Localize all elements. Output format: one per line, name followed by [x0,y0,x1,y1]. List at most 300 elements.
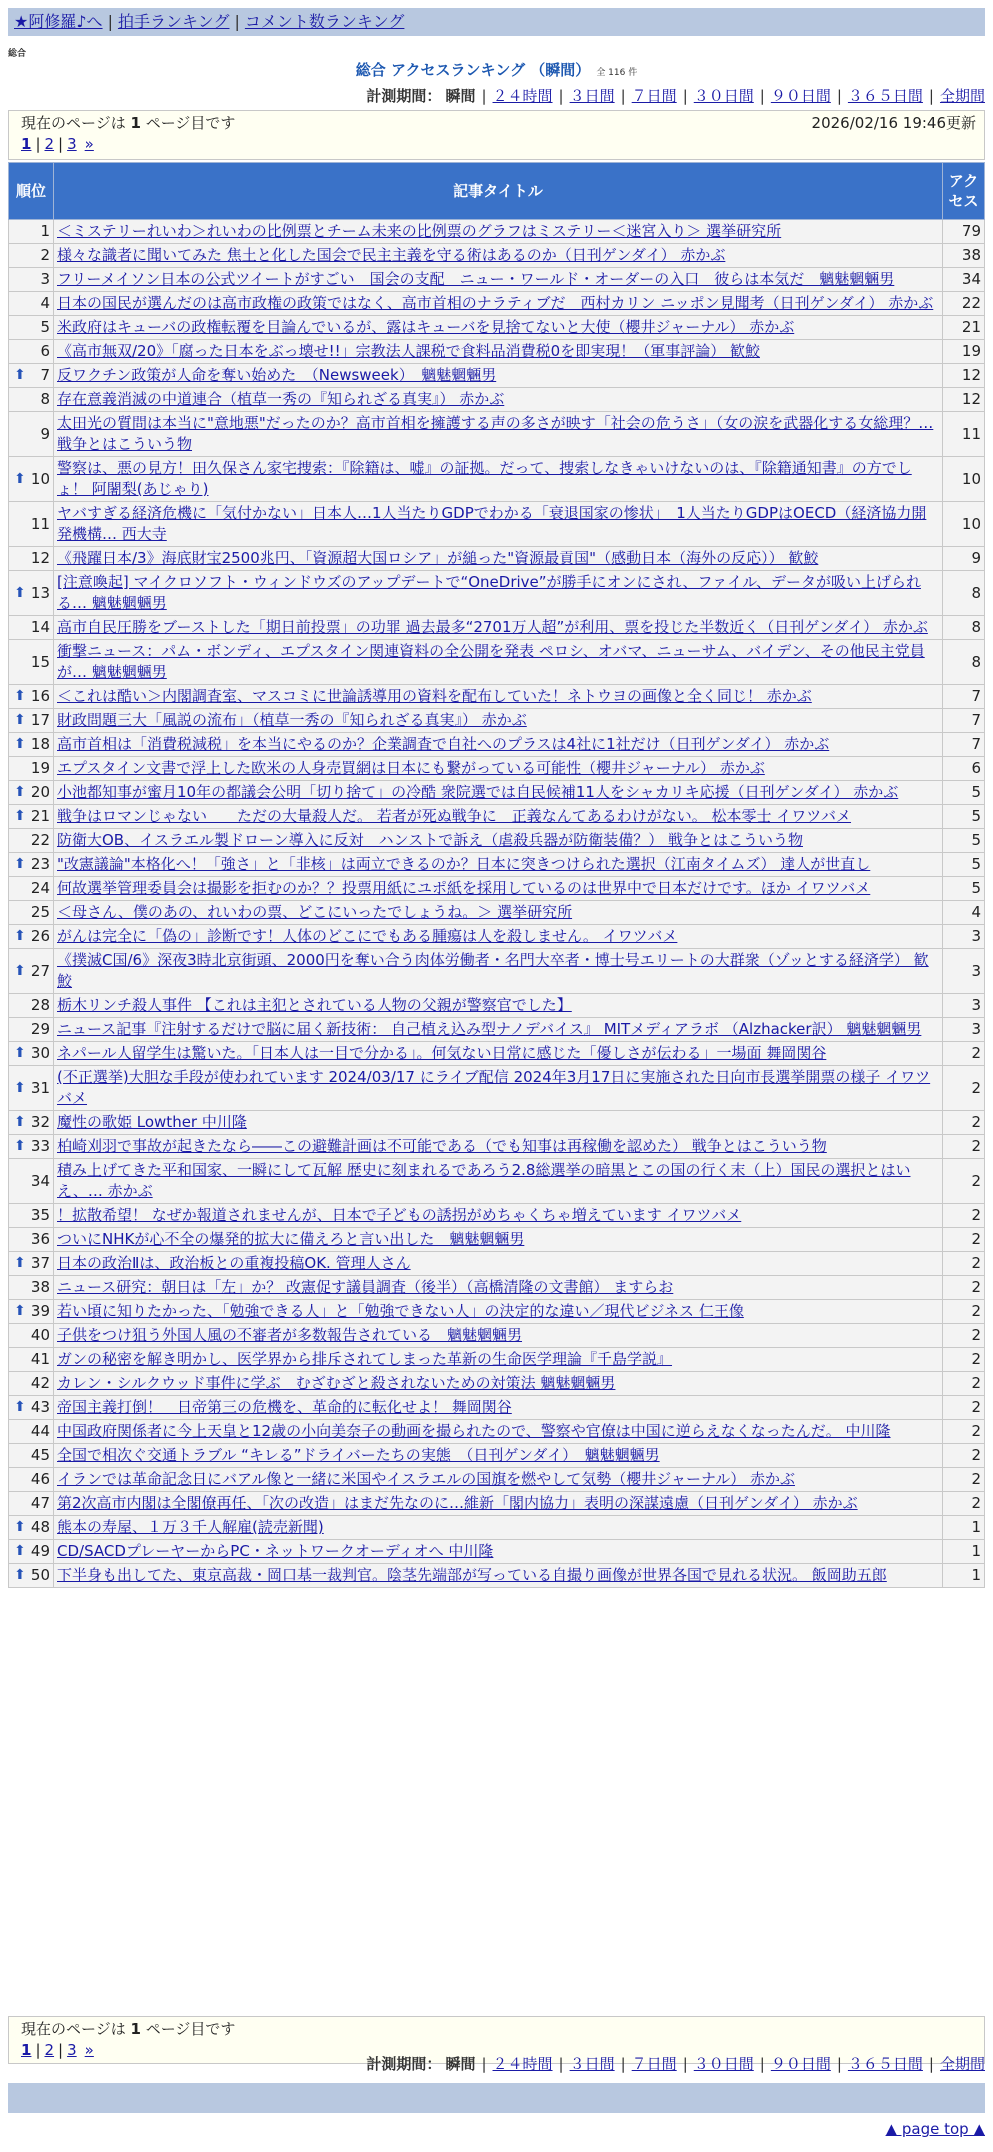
rank-cell [9,733,54,757]
access-count: 3 [943,949,985,994]
rank-number: 48 [30,1518,50,1536]
rank-up-arrow-icon: ⬆ [14,1079,26,1096]
access-count: 2 [943,1135,985,1159]
rank-number: 36 [30,1230,50,1248]
access-count: 8 [943,571,985,616]
rank-number: 23 [30,855,50,873]
pager-page-1[interactable]: 1 [21,135,32,153]
rank-cell [9,1564,54,1588]
access-count: 2 [943,1468,985,1492]
title-cell [54,1516,943,1540]
article-title-link[interactable]: "改憲議論"本格化へ！「強さ」と「非核」は両立できるのか？日本に突きつけられた選択（江南タイムズ） 達人が世直し [57,855,871,873]
table-row [9,1516,985,1540]
title-cell [54,244,943,268]
article-title-link[interactable]: 中国政府関係者に今上天皇と12歳の小向美奈子の動画を撮られたので、警察や官僚は中国に逆らえなくなったんだ。 中川隆 [57,1422,891,1440]
article-title-link[interactable]: 小池都知事が蜜月10年の都議会公明「切り捨て」の冷酷 衆院選では自民候補11人をシャカリキ応援（日刊ゲンダイ） 赤かぶ [57,783,899,801]
rank-number: 35 [30,1206,50,1224]
article-title-link[interactable]: 《撲滅C国/6》深夜3時北京街頭、2000円を奪い合う肉体労働者・名門大卒者・博士号エリートの大群衆（ゾッとする経済学） 歓鮫 [57,951,929,990]
rank-number: 42 [30,1374,50,1392]
title-cell [54,547,943,571]
header-access: アクセス [943,163,985,220]
access-count: 2 [943,1420,985,1444]
article-title-link[interactable]: [注意喚起] マイクロソフト・ウィンドウズのアップデートで“OneDrive”が勝手にオンにされ、ファイル、データが吸い上げられる… 魑魅魍魎男 [57,573,921,612]
period-label: 計測期間： [366,87,442,105]
access-count: 2 [943,1204,985,1228]
article-title-link[interactable]: 《飛躍日本/3》海底財宝2500兆円、「資源超大国ロシア」が縋った"資源最貢国"（感動日本（海外の反応）） 歓鮫 [57,549,819,567]
rank-number: 49 [30,1542,50,1560]
access-count: 10 [943,457,985,502]
nav-separator: | [107,12,113,31]
rank-up-arrow-icon: ⬆ [14,367,26,383]
rank-cell [9,1420,54,1444]
rank-cell [9,1396,54,1420]
access-count: 4 [943,901,985,925]
access-count: 5 [943,853,985,877]
period-link-3d[interactable]: ３日間 [569,87,615,105]
table-row [9,244,985,268]
rank-cell [9,781,54,805]
rank-up-arrow-icon: ⬆ [14,1138,26,1154]
table-row [9,502,985,547]
pager-page-3-bottom[interactable]: 3 [67,2041,77,2059]
rank-number: 45 [30,1446,50,1464]
table-row [9,547,985,571]
table-row [9,1372,985,1396]
table-row [9,853,985,877]
access-count: 2 [943,1300,985,1324]
title-cell [54,364,943,388]
article-title-link[interactable]: 存在意義消滅の中道連合（植草一秀の『知られざる真実』） 赤かぶ [57,390,505,408]
rank-up-arrow-icon: ⬆ [14,1114,26,1130]
rank-cell [9,502,54,547]
rank-cell [9,1348,54,1372]
title-cell [54,781,943,805]
title-cell [54,1066,943,1111]
rank-number: 5 [40,318,50,336]
article-title-link[interactable]: 高市首相は「消費税減税」を本当にやるのか？企業調査で自社へのプラスは4社に1社だけ（日刊ゲンダイ） 赤かぶ [57,735,830,753]
rank-cell [9,1372,54,1396]
rank-cell [9,1159,54,1204]
title-cell [54,925,943,949]
title-cell [54,1372,943,1396]
article-title-link[interactable]: イランでは革命記念日にバアル像と一緒に米国やイスラエルの国旗を燃やして気勢（櫻井ジャーナル） 赤かぶ [57,1470,795,1488]
article-title-link[interactable]: 帝国主義打倒！ 日帝第三の危機を、革命的に転化せよ！ 舞岡関谷 [57,1398,512,1416]
table-row [9,1228,985,1252]
article-title-link[interactable]: がんは完全に「偽の」診断です！人体のどこにでもある腫瘍は人を殺しません。 イワツバメ [57,927,678,945]
page-info-top [8,110,985,160]
table-row [9,292,985,316]
period-link-3d-bottom[interactable]: ３日間 [569,2055,615,2073]
article-title-link[interactable]: 栃木リンチ殺人事件 【これは主犯とされている人物の父親が警察官でした】 [57,996,572,1014]
rank-number: 20 [30,783,50,801]
rank-up-arrow-icon: ⬆ [14,1045,26,1061]
title-cell [54,805,943,829]
access-count: 22 [943,292,985,316]
rank-cell [9,1492,54,1516]
table-row [9,640,985,685]
title-cell [54,1444,943,1468]
access-count: 5 [943,805,985,829]
access-count: 1 [943,1564,985,1588]
ranking-table-body [9,220,985,1588]
title-cell [54,502,943,547]
access-count: 2 [943,1159,985,1204]
current-page-text: 現在のページは 1 ページ目です [21,114,236,132]
rank-cell [9,1042,54,1066]
pager-page-1-bottom[interactable]: 1 [21,2041,32,2059]
table-row [9,1276,985,1300]
nav-link-asyura-home[interactable]: ★阿修羅♪へ [14,12,103,31]
article-title-link[interactable]: 何故選挙管理委員会は撮影を拒むのか？？投票用紙にユポ紙を採用しているのは世界中で日本だけです。ほか イワツバメ [57,879,871,897]
access-count: 2 [943,1324,985,1348]
rank-cell [9,709,54,733]
rank-number: 15 [30,652,50,671]
article-title-link[interactable]: 日本の国民が選んだのは高市政権の政策ではなく、高市首相のナラティブだ 西村カリン ニッポン見聞考（日刊ゲンダイ） 赤かぶ [57,294,934,312]
title-cell [54,949,943,994]
period-link-all-bottom[interactable]: 全期間 [939,2055,985,2073]
table-row [9,925,985,949]
rank-cell [9,1111,54,1135]
table-row [9,829,985,853]
access-count: 7 [943,685,985,709]
rank-up-arrow-icon: ⬆ [14,856,26,872]
access-count: 7 [943,709,985,733]
rank-up-arrow-icon: ⬆ [14,584,26,601]
table-row [9,1540,985,1564]
table-row [9,1111,985,1135]
rank-up-arrow-icon: ⬆ [14,688,26,704]
title-cell [54,316,943,340]
article-title-link[interactable]: 財政問題三大「風説の流布」（植草一秀の『知られざる真実』） 赤かぶ [57,711,527,729]
article-title-link[interactable]: 全国で相次ぐ交通トラブル “キレる”ドライバーたちの実態 （日刊ゲンダイ） 魑魅魍魎男 [57,1446,660,1464]
title-cell [54,1135,943,1159]
article-title-link[interactable]: ネパール人留学生は驚いた。「日本人は一目で分かる」。何気ない日常に感じた「優しさが伝わる」一場面 舞岡関谷 [57,1044,827,1062]
title-cell [54,292,943,316]
rank-cell [9,1018,54,1042]
period-link-all[interactable]: 全期間 [939,87,985,105]
article-title-link[interactable]: 反ワクチン政策が人命を奪い始めた （Newsweek） 魑魅魍魎男 [57,366,497,384]
rank-number: 22 [30,831,50,849]
rank-number: 34 [30,1171,50,1190]
period-selector-bottom: 計測期間： 瞬間 | ２４時間 | ３日間 | ７日間 | ３０日間 | ９０日間 | ３６５日間 | 全期間 [366,2055,985,2073]
article-title-link[interactable]: 警察は、悪の見方！田久保さん家宅捜索：『除籍は、嘘』の証拠。だって、捜索しなきゃいけないのは、『除籍通知書』の方でしょ！ 阿闍梨(あじゃり) [57,459,912,498]
rank-number: 13 [30,583,50,602]
table-header-row [9,163,985,220]
rank-number: 18 [30,735,50,753]
access-count: 2 [943,1111,985,1135]
rank-up-arrow-icon: ⬆ [14,470,26,487]
rank-cell [9,268,54,292]
rank-number: 21 [30,807,50,825]
period-link-365d-bottom[interactable]: ３６５日間 [847,2055,923,2073]
article-title-link[interactable]: 《高市無双/20》「腐った日本をぶっ壊せ!!」宗教法人課税で食料品消費税0を即実現！（軍事評論） 歓鮫 [57,342,760,360]
title-cell [54,412,943,457]
article-title-link[interactable]: 日本の政治Ⅱは、政治板との重複投稿OK. 管理人さん [57,1254,411,1272]
table-row [9,709,985,733]
table-row [9,877,985,901]
title-cell [54,457,943,502]
current-page-text-bottom: 現在のページは 1 ページ目です [21,2020,236,2038]
article-title-link[interactable]: エプスタイン文書で浮上した欧米の人身売買網は日本にも繋がっている可能性（櫻井ジャーナル） 赤かぶ [57,759,765,777]
table-row [9,1420,985,1444]
pager-page-3[interactable]: 3 [67,135,77,153]
rank-number: 41 [30,1350,50,1368]
rank-up-arrow-icon: ⬆ [14,736,26,752]
article-title-link[interactable]: 下半身も出してた、東京高裁・岡口基一裁判官。陰茎先端部が写っている自撮り画像が世界各国で見れる状況。 飯岡助五郎 [57,1566,887,1584]
article-title-link[interactable]: 戦争はロマンじゃない ただの大量殺人だ。 若者が死ぬ戦争に 正義なんてあるわけがない。 松本零士 イワツバメ [57,807,852,825]
rank-cell [9,292,54,316]
period-link-24h-bottom[interactable]: ２４時間 [492,2055,553,2073]
title-cell [54,1252,943,1276]
access-count: 12 [943,364,985,388]
table-row [9,1300,985,1324]
article-title-link[interactable]: フリーメイソン日本の公式ツイートがすごい 国会の支配 ニュー・ワールド・オーダーの入口 彼らは本気だ 魑魅魍魎男 [57,270,895,288]
access-count: 2 [943,1372,985,1396]
period-link-365d[interactable]: ３６５日間 [847,87,923,105]
article-title-link[interactable]: 積み上げてきた平和国家、一瞬にして瓦解 歴史に刻まれるであろう2.8総選挙の暗黒とこの国の行く末（上）国民の選択とはいえ、… 赤かぶ [57,1161,911,1200]
title-cell [54,877,943,901]
article-title-link[interactable]: ついにNHKが心不全の爆発的拡大に備えろと言い出した 魑魅魍魎男 [57,1230,525,1248]
rank-cell [9,853,54,877]
period-link-90d[interactable]: ９０日間 [770,87,831,105]
rank-number: 33 [30,1137,50,1155]
period-link-90d-bottom[interactable]: ９０日間 [770,2055,831,2073]
rank-number: 14 [30,618,50,636]
rank-number: 31 [30,1078,50,1097]
access-count: 5 [943,877,985,901]
rank-cell [9,901,54,925]
access-count: 1 [943,1540,985,1564]
table-row [9,781,985,805]
ranking-title [8,60,985,83]
title-cell [54,1348,943,1372]
title-cell [54,268,943,292]
rank-cell [9,685,54,709]
period-link-7d-bottom[interactable]: ７日間 [631,2055,677,2073]
access-count: 11 [943,412,985,457]
table-row [9,901,985,925]
table-row [9,1042,985,1066]
article-title-link[interactable]: 米政府はキューバの政権転覆を目論んでいるが、露はキューバを見捨てないと大使（櫻井ジャーナル） 赤かぶ [57,318,795,336]
period-link-24h[interactable]: ２４時間 [492,87,553,105]
access-count: 8 [943,616,985,640]
article-title-link[interactable]: ＜母さん、僕のあの、れいわの票、どこにいったでしょうね。＞ 選挙研究所 [57,903,573,921]
title-cell [54,1204,943,1228]
article-title-link[interactable]: ガンの秘密を解き明かし、医学界から排斥されてしまった革新の生命医学理論『千島学説』 [57,1350,673,1368]
article-title-link[interactable]: 熊本の寿屋、１万３千人解雇(読売新聞) [57,1518,324,1536]
article-title-link[interactable]: ＜ミステリーれいわ＞れいわの比例票とチーム未来の比例票のグラフはミステリー＜迷宮入り＞ 選挙研究所 [57,222,782,240]
article-title-link[interactable]: 第2次高市内閣は全閣僚再任、「次の改造」はまだ先なのに…維新「閣内協力」表明の深謀遠慮（日刊ゲンダイ） 赤かぶ [57,1494,858,1512]
header-title: 記事タイトル [54,163,943,220]
rank-up-arrow-icon: ⬆ [14,1543,26,1559]
rank-number: 3 [40,270,50,288]
rank-cell [9,388,54,412]
article-title-link[interactable]: ！拡散希望！ なぜか報道されませんが、日本で子どもの誘拐がめちゃくちゃ増えています イワツバメ [57,1206,742,1224]
rank-number: 44 [30,1422,50,1440]
rank-cell [9,1444,54,1468]
rank-up-arrow-icon: ⬆ [14,1519,26,1535]
article-title-link[interactable]: ヤバすぎる経済危機に「気付かない」日本人…1人当たりGDPでわかる「衰退国家の惨状」 1人当たりGDPはOECD（経済協力開発機構… 西大寺 [57,504,927,543]
rank-number: 39 [30,1302,50,1320]
article-title-link[interactable]: ＜これは酷い＞内閣調査室、マスコミに世論誘導用の資料を配布していた！ネトウヨの画像と全く同じ！ 赤かぶ [57,687,812,705]
rank-number: 10 [30,469,50,488]
title-cell [54,1276,943,1300]
rank-cell [9,1300,54,1324]
rank-cell [9,829,54,853]
section-label: 総合 [8,49,27,59]
period-selector-top: 計測期間： 瞬間 | ２４時間 | ３日間 | ７日間 | ３０日間 | ９０日間 | ３６５日間 | 全期間 [366,87,985,105]
table-row [9,1135,985,1159]
access-count: 3 [943,925,985,949]
rank-number: 2 [40,246,50,264]
rank-number: 29 [30,1020,50,1038]
rank-cell [9,925,54,949]
title-cell [54,1042,943,1066]
article-title-link[interactable]: ニュース研究：朝日は「左」か？ 改憲促す議員調査（後半）（高橋清隆の文書館） ますらお [57,1278,674,1296]
table-row [9,1324,985,1348]
nav-link-applause-ranking[interactable]: 拍手ランキング [117,12,230,31]
article-title-link[interactable]: 衝撃ニュース：パム・ボンディ、エプスタイン関連資料の全公開を発表 ペロシ、オバマ、ニューサム、バイデン、その他民主党員が… 魑魅魍魎男 [57,642,925,681]
table-row [9,1348,985,1372]
table-row [9,1444,985,1468]
title-cell [54,757,943,781]
rank-up-arrow-icon: ⬆ [14,928,26,944]
footer-bar [8,2083,985,2113]
table-row [9,1564,985,1588]
title-cell [54,1396,943,1420]
access-count: 2 [943,1252,985,1276]
rank-up-arrow-icon: ⬆ [14,1399,26,1415]
rank-up-arrow-icon: ⬆ [14,1303,26,1319]
access-count: 2 [943,1066,985,1111]
rank-cell [9,571,54,616]
access-count: 2 [943,1492,985,1516]
article-title-link[interactable]: 柏崎刈羽で事故が起きたなら――この避難計画は不可能である（でも知事は再稼働を認めた） 戦争とはこういう物 [57,1137,827,1155]
access-count: 1 [943,1516,985,1540]
rank-number: 9 [40,424,50,443]
title-cell [54,1420,943,1444]
rank-up-arrow-icon: ⬆ [14,1567,26,1583]
rank-number: 37 [30,1254,50,1272]
access-count: 34 [943,268,985,292]
access-count: 19 [943,340,985,364]
access-count: 10 [943,502,985,547]
access-count: 5 [943,829,985,853]
rank-cell [9,1066,54,1111]
access-count: 2 [943,1042,985,1066]
rank-number: 17 [30,711,50,729]
title-cell [54,733,943,757]
access-count: 12 [943,388,985,412]
article-title-link[interactable]: 子供をつけ狙う外国人風の不審者が多数報告されている 魑魅魍魎男 [57,1326,523,1344]
article-title-link[interactable]: 魔性の歌姫 Lowther 中川隆 [57,1113,247,1131]
table-row [9,412,985,457]
nav-link-comment-ranking[interactable]: コメント数ランキング [244,12,405,31]
rank-number: 8 [40,390,50,408]
rank-cell [9,316,54,340]
period-current: 瞬間 [445,87,476,105]
title-cell [54,220,943,244]
article-title-link[interactable]: カレン・シルクウッド事件に学ぶ むざむざと殺されないための対策法 魑魅魍魎男 [57,1374,616,1392]
rank-cell [9,340,54,364]
pager-page-2-bottom[interactable]: 2 [44,2041,55,2059]
article-title-link[interactable]: (不正選挙)大胆な手段が使われています 2024/03/17 にライブ配信 2024年3月17日に実施された日向市長選挙開票の様子 イワツバメ [57,1068,931,1107]
rank-number: 24 [30,879,50,897]
rank-number: 25 [30,903,50,921]
title-cell [54,1564,943,1588]
rank-cell [9,877,54,901]
header-rank: 順位 [9,163,54,220]
title-cell [54,901,943,925]
rank-cell [9,1252,54,1276]
period-link-7d[interactable]: ７日間 [631,87,677,105]
article-title-link[interactable]: 太田光の質問は本当に"意地悪"だったのか？高市首相を擁護する声の多さが映す「社会の危うさ」（女の涙を武器化する女総理？… 戦争とはこういう物 [57,414,934,453]
access-count: 2 [943,1444,985,1468]
article-title-link[interactable]: 高市自民圧勝をブーストした「期日前投票」の功罪 過去最多“2701万人超”が利用、票を投じた半数近く（日刊ゲンダイ） 赤かぶ [57,618,928,636]
page-top-link[interactable]: ▲ page top ▲ [885,2120,985,2138]
article-title-link[interactable]: 防衛大OB、イスラエル製ドローン導入に反対 ハンストで訴え（虐殺兵器が防衛装備？） 戦争とはこういう物 [57,831,803,849]
rank-up-arrow-icon: ⬆ [14,712,26,728]
rank-up-arrow-icon: ⬆ [14,1255,26,1271]
access-count: 2 [943,1348,985,1372]
table-row [9,268,985,292]
rank-number: 7 [40,366,50,384]
access-count: 2 [943,1228,985,1252]
table-row [9,1252,985,1276]
rank-number: 16 [30,687,50,705]
article-title-link[interactable]: 若い頃に知りたかった、「勉強できる人」と「勉強できない人」の決定的な違い／現代ビジネス 仁王像 [57,1302,744,1320]
rank-number: 1 [40,222,50,240]
table-row [9,1018,985,1042]
access-count: 6 [943,757,985,781]
rank-number: 6 [40,342,50,360]
rank-number: 46 [30,1470,50,1488]
rank-number: 4 [40,294,50,312]
rank-number: 38 [30,1278,50,1296]
pager-next[interactable]: » [84,135,94,153]
article-title-link[interactable]: ニュース記事『注射するだけで脳に届く新技術： 自己植え込み型ナノデバイス』 MITメディアラボ （Alzhacker訳） 魑魅魍魎男 [57,1020,922,1038]
table-row [9,457,985,502]
rank-number: 27 [30,961,50,980]
table-row [9,388,985,412]
table-row [9,994,985,1018]
table-row [9,1396,985,1420]
access-count: 9 [943,547,985,571]
rank-cell [9,1468,54,1492]
rank-number: 26 [30,927,50,945]
title-cell [54,1300,943,1324]
pager-page-2[interactable]: 2 [44,135,55,153]
article-title-link[interactable]: 様々な識者に聞いてみた 焦土と化した国会で民主主義を守る術はあるのか（日刊ゲンダイ） 赤かぶ [57,246,726,264]
rank-number: 12 [30,549,50,567]
pager-next-bottom[interactable]: » [84,2041,94,2059]
table-row [9,1204,985,1228]
article-title-link[interactable]: CD/SACDプレーヤーからPC・ネットワークオーディオへ 中川隆 [57,1542,494,1560]
rank-cell [9,244,54,268]
pager-bottom: 1 | 2 | 3 » [21,2041,94,2059]
rank-cell [9,640,54,685]
period-link-30d-bottom[interactable]: ３０日間 [693,2055,754,2073]
rank-number: 40 [30,1326,50,1344]
access-count: 3 [943,994,985,1018]
rank-cell [9,616,54,640]
table-row [9,1468,985,1492]
title-cell [54,829,943,853]
title-cell [54,685,943,709]
period-link-30d[interactable]: ３０日間 [693,87,754,105]
access-count: 8 [943,640,985,685]
table-row [9,616,985,640]
